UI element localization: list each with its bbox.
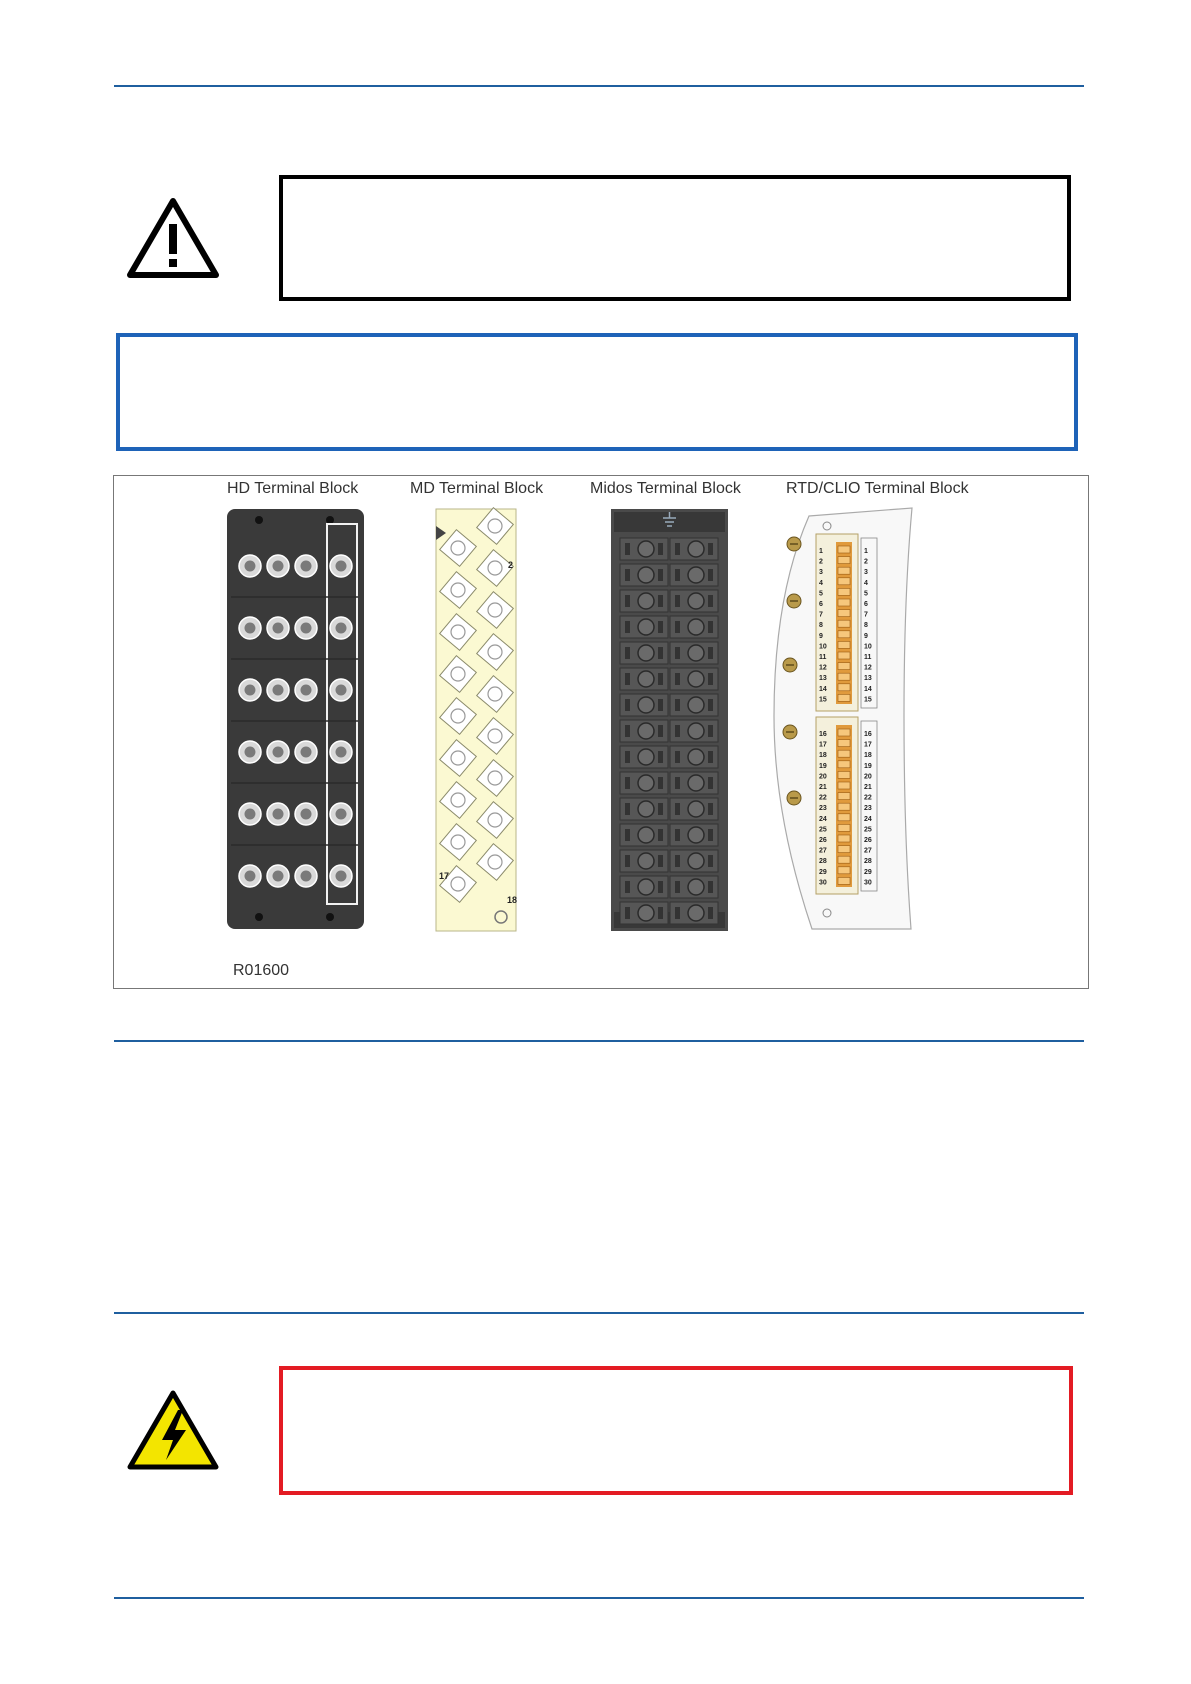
rtd-number-left: 8 bbox=[819, 622, 823, 630]
rtd-number-right: 12 bbox=[864, 664, 872, 672]
rtd-pin bbox=[838, 846, 850, 853]
midos-terminal bbox=[620, 746, 668, 768]
rtd-pin bbox=[838, 835, 850, 842]
rtd-pin bbox=[838, 694, 850, 701]
rtd-number-left: 9 bbox=[819, 632, 823, 640]
hd-terminal-screw bbox=[330, 803, 352, 825]
midos-terminal bbox=[670, 590, 718, 612]
hd-terminal-screw bbox=[330, 865, 352, 887]
hd-terminal-screw bbox=[295, 555, 317, 577]
rtd-pin bbox=[838, 663, 850, 670]
hd-terminal-screw bbox=[295, 679, 317, 701]
rtd-number-left: 17 bbox=[819, 741, 827, 749]
midos-terminal bbox=[670, 538, 718, 560]
rtd-pin bbox=[838, 546, 850, 553]
top-rule bbox=[114, 85, 1084, 87]
rtd-pin bbox=[838, 803, 850, 810]
rtd-clio-terminal-block-label: RTD/CLIO Terminal Block bbox=[786, 480, 969, 497]
rtd-number-right: 15 bbox=[864, 696, 872, 704]
rtd-number-left: 2 bbox=[819, 558, 823, 566]
rtd-number-left: 12 bbox=[819, 664, 827, 672]
rtd-pin bbox=[838, 557, 850, 564]
midos-terminal bbox=[620, 590, 668, 612]
rtd-pin bbox=[838, 588, 850, 595]
rtd-number-right: 24 bbox=[864, 815, 872, 823]
rtd-number-right: 7 bbox=[864, 611, 868, 619]
rtd-number-right: 30 bbox=[864, 879, 872, 887]
md-number-18: 18 bbox=[507, 895, 518, 905]
rtd-pin bbox=[838, 877, 850, 884]
rtd-number-right: 29 bbox=[864, 868, 872, 876]
hd-terminal-block bbox=[227, 509, 364, 929]
rtd-number-right: 4 bbox=[864, 579, 868, 587]
rtd-number-left: 6 bbox=[819, 601, 823, 608]
electric-shock-warning-icon bbox=[126, 1388, 220, 1472]
hd-terminal-screw bbox=[330, 555, 352, 577]
rtd-pin bbox=[838, 599, 850, 606]
md-terminal-block bbox=[436, 508, 517, 931]
rtd-number-left: 22 bbox=[819, 794, 827, 802]
rtd-number-right: 20 bbox=[864, 773, 872, 781]
hd-terminal-screw bbox=[239, 555, 261, 577]
midos-terminal bbox=[670, 850, 718, 872]
warning-box bbox=[279, 1366, 1073, 1495]
rtd-number-right: 16 bbox=[864, 731, 872, 738]
rtd-number-right: 17 bbox=[864, 741, 872, 749]
md-number-17: 17 bbox=[439, 871, 450, 881]
rtd-number-left: 23 bbox=[819, 805, 827, 813]
rtd-pin bbox=[838, 761, 850, 768]
hd-terminal-screw bbox=[330, 679, 352, 701]
rtd-number-left: 19 bbox=[819, 762, 827, 770]
midos-terminal bbox=[670, 902, 718, 924]
rtd-number-right: 5 bbox=[864, 590, 868, 598]
rtd-number-right: 23 bbox=[864, 805, 872, 813]
rtd-number-right: 3 bbox=[864, 569, 868, 577]
rtd-number-right: 26 bbox=[864, 837, 872, 844]
hd-terminal-screw bbox=[239, 865, 261, 887]
hd-terminal-screw bbox=[239, 679, 261, 701]
rtd-pin bbox=[838, 631, 850, 638]
hd-terminal-screw bbox=[267, 555, 289, 577]
rtd-pin bbox=[838, 782, 850, 789]
midos-terminal bbox=[620, 824, 668, 846]
bottom-rule bbox=[114, 1597, 1084, 1599]
hd-terminal-screw bbox=[330, 617, 352, 639]
rtd-number-left: 28 bbox=[819, 858, 827, 866]
rtd-number-left: 11 bbox=[819, 654, 827, 661]
md-terminal-block-label: MD Terminal Block bbox=[410, 480, 544, 497]
midos-terminal bbox=[620, 798, 668, 820]
hd-terminal-screw bbox=[267, 741, 289, 763]
midos-terminal bbox=[620, 694, 668, 716]
midos-terminal bbox=[670, 616, 718, 638]
rtd-number-left: 21 bbox=[819, 784, 827, 791]
caution-triangle-icon bbox=[126, 196, 220, 280]
rtd-pin bbox=[838, 610, 850, 617]
caution-box bbox=[279, 175, 1071, 301]
midos-terminal bbox=[620, 902, 668, 924]
rtd-number-left: 10 bbox=[819, 643, 827, 651]
midos-terminal bbox=[620, 720, 668, 742]
rtd-mounting-screw bbox=[783, 725, 797, 739]
rtd-number-right: 2 bbox=[864, 558, 868, 566]
rtd-pin bbox=[838, 567, 850, 574]
hd-terminal-block-label: HD Terminal Block bbox=[227, 480, 359, 497]
rtd-number-right: 14 bbox=[864, 685, 872, 693]
midos-terminal-block bbox=[611, 509, 728, 931]
rtd-number-left: 18 bbox=[819, 752, 827, 760]
md-number-2: 2 bbox=[508, 560, 514, 570]
hd-terminal-screw bbox=[239, 741, 261, 763]
rtd-number-left: 16 bbox=[819, 731, 827, 738]
midos-terminal bbox=[670, 772, 718, 794]
midos-terminal bbox=[620, 538, 668, 560]
rtd-pin bbox=[838, 729, 850, 736]
rtd-pin bbox=[838, 856, 850, 863]
midos-terminal bbox=[620, 642, 668, 664]
midos-terminal bbox=[670, 798, 718, 820]
rtd-number-left: 29 bbox=[819, 868, 827, 876]
section-rule-2 bbox=[114, 1312, 1084, 1314]
rtd-number-left: 24 bbox=[819, 815, 827, 823]
rtd-pin bbox=[838, 814, 850, 821]
rtd-number-left: 1 bbox=[819, 548, 823, 555]
rtd-number-right: 21 bbox=[864, 784, 872, 791]
rtd-pin bbox=[838, 750, 850, 757]
rtd-mounting-screw bbox=[787, 594, 801, 608]
rtd-number-left: 20 bbox=[819, 773, 827, 781]
rtd-number-right: 1 bbox=[864, 548, 868, 555]
midos-terminal bbox=[670, 720, 718, 742]
rtd-number-left: 15 bbox=[819, 696, 827, 704]
midos-terminal bbox=[670, 824, 718, 846]
rtd-mounting-screw bbox=[787, 791, 801, 805]
rtd-pin bbox=[838, 867, 850, 874]
rtd-number-right: 22 bbox=[864, 794, 872, 802]
rtd-number-left: 30 bbox=[819, 879, 827, 887]
rtd-number-right: 8 bbox=[864, 622, 868, 630]
section-rule-1 bbox=[114, 1040, 1084, 1042]
rtd-number-left: 27 bbox=[819, 847, 827, 855]
hd-terminal-screw bbox=[239, 803, 261, 825]
terminal-block-figure bbox=[113, 475, 1089, 989]
rtd-pin bbox=[838, 740, 850, 747]
hd-terminal-screw bbox=[330, 741, 352, 763]
midos-terminal bbox=[670, 746, 718, 768]
midos-terminal bbox=[620, 876, 668, 898]
rtd-mounting-screw bbox=[783, 658, 797, 672]
hd-terminal-screw bbox=[295, 741, 317, 763]
midos-terminal-block-label: Midos Terminal Block bbox=[590, 480, 741, 497]
rtd-number-left: 5 bbox=[819, 590, 823, 598]
rtd-mounting-screw bbox=[787, 537, 801, 551]
rtd-pin bbox=[838, 578, 850, 585]
rtd-number-right: 18 bbox=[864, 752, 872, 760]
midos-terminal bbox=[670, 642, 718, 664]
midos-terminal bbox=[670, 668, 718, 690]
midos-terminal bbox=[670, 694, 718, 716]
rtd-pin bbox=[838, 641, 850, 648]
hd-terminal-screw bbox=[267, 679, 289, 701]
rtd-number-left: 13 bbox=[819, 675, 827, 683]
rtd-number-right: 19 bbox=[864, 762, 872, 770]
hd-terminal-screw bbox=[267, 803, 289, 825]
rtd-number-left: 25 bbox=[819, 826, 827, 834]
rtd-number-left: 3 bbox=[819, 569, 823, 577]
rtd-number-right: 25 bbox=[864, 826, 872, 834]
rtd-number-left: 14 bbox=[819, 685, 827, 693]
rtd-clio-terminal-block bbox=[774, 508, 912, 929]
rtd-number-right: 11 bbox=[864, 654, 872, 661]
rtd-pin bbox=[838, 673, 850, 680]
midos-terminal bbox=[620, 616, 668, 638]
midos-terminal bbox=[620, 668, 668, 690]
note-box bbox=[116, 333, 1078, 451]
rtd-pin bbox=[838, 824, 850, 831]
hd-terminal-screw bbox=[267, 617, 289, 639]
figure-reference-code: R01600 bbox=[233, 962, 290, 979]
rtd-number-right: 28 bbox=[864, 858, 872, 866]
rtd-number-right: 13 bbox=[864, 675, 872, 683]
hd-terminal-screw bbox=[295, 865, 317, 887]
rtd-pin bbox=[838, 771, 850, 778]
rtd-number-right: 27 bbox=[864, 847, 872, 855]
rtd-number-right: 10 bbox=[864, 643, 872, 651]
rtd-number-right: 6 bbox=[864, 601, 868, 608]
rtd-pin bbox=[838, 684, 850, 691]
rtd-number-right: 9 bbox=[864, 632, 868, 640]
midos-terminal bbox=[620, 564, 668, 586]
midos-terminal bbox=[670, 876, 718, 898]
hd-terminal-screw bbox=[295, 617, 317, 639]
rtd-pin bbox=[838, 620, 850, 627]
rtd-number-left: 7 bbox=[819, 611, 823, 619]
rtd-number-left: 26 bbox=[819, 837, 827, 844]
midos-terminal bbox=[620, 850, 668, 872]
hd-terminal-screw bbox=[295, 803, 317, 825]
hd-terminal-screw bbox=[267, 865, 289, 887]
midos-terminal bbox=[670, 564, 718, 586]
rtd-number-left: 4 bbox=[819, 579, 823, 587]
rtd-pin bbox=[838, 652, 850, 659]
hd-terminal-screw bbox=[239, 617, 261, 639]
rtd-pin bbox=[838, 793, 850, 800]
midos-terminal bbox=[620, 772, 668, 794]
